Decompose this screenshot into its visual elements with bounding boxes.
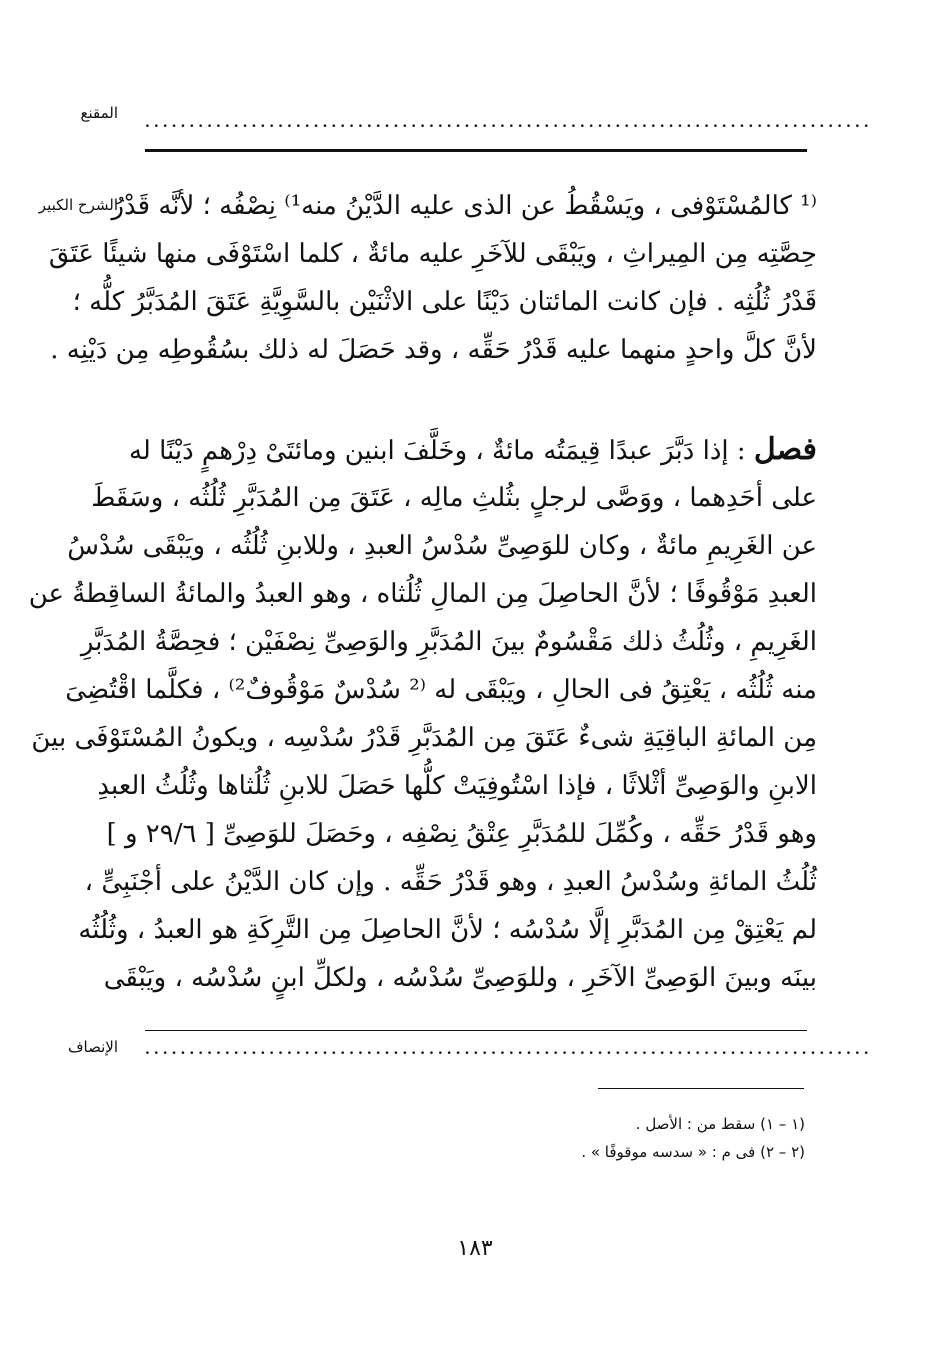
footer-divider [145, 1030, 807, 1031]
text-line: على أحَدِهما ، ووَصَّى لرجلٍ بثُلثِ مالِه ، عَتَقَ مِن المُدَبَّرِ ثُلُثُه ، وسَقَطَ [91, 483, 817, 513]
text-line: بينَه وبينَ الوَصِىِّ الآخَرِ ، وللوَصِىِّ سُدْسُه ، ولكلِّ ابنٍ سُدْسُه ، ويَبْقَى [103, 963, 817, 993]
footnote-divider [598, 1088, 804, 1089]
section-heading-fasl: فصل [753, 432, 817, 467]
margin-label-insaf: الإنصاف [67, 1038, 118, 1056]
text-line: ⁽¹ كالمُسْتَوْفى ، ويَسْقُطُ عن الذى عليه الدَّيْنُ منه¹⁾ نِصْفُه ؛ لأنَّه قَدْرُ [111, 191, 817, 221]
footnote-1: (١ – ١) سقط من : الأصل . [635, 1115, 805, 1133]
header-label-muqni: المقنع [80, 104, 118, 122]
header-divider [145, 149, 807, 152]
text-line: وهو قَدْرُ حَقِّه ، وكُمِّلَ للمُدَبَّرِ عِتْقُ نِصْفِه ، وحَصَلَ للوَصِىِّ [ ٢٩/٦ و ] [106, 819, 817, 849]
text-line: منه ثُلُثُه ، يَعْتِقُ فى الحالِ ، ويَبْقَى له ⁽² سُدْسٌ مَوْقُوفٌ²⁾ ، فكلَّما اقْتُضِىَ [65, 675, 817, 705]
header-dots: .................................................................................. [145, 115, 873, 131]
text-line: لأنَّ كلَّ واحدٍ منهما عليه قَدْرُ حَقِّه ، وقد حَصَلَ له ذلك بسُقُوطِه مِن دَيْنِه . [50, 335, 817, 365]
text-line: حِصَّتِه مِن المِيراثِ ، ويَبْقَى للآخَرِ عليه مائةٌ ، كلما اسْتَوْفَى منها شيئًا عَتَقَ [48, 239, 817, 269]
text-fragment: : إذا دَبَّرَ عبدًا قِيمَتُه مائةٌ ، وخَلَّفَ ابنين ومائتَىْ دِرْهمٍ دَيْنًا له [128, 436, 746, 466]
text-line: مِن المائةِ الباقِيَةِ شىءٌ عَتَقَ مِن المُدَبَّرِ قَدْرُ سُدْسِه ، ويكونُ المُسْتَوْفَى بينَ [31, 723, 817, 753]
footer-dots: .................................................................................. [145, 1042, 873, 1058]
footnote-2: (٢ – ٢) فى م : « سدسه موقوفًا » . [581, 1143, 805, 1161]
text-line: عن الغَرِيمِ مائةٌ ، وكان للوَصِىِّ سُدْسُ العبدِ ، وللابنِ ثُلُثُه ، ويَبْقَى سُدْسُ [67, 531, 817, 561]
text-line: لم يَعْتِقْ مِن المُدَبَّرِ إلَّا سُدْسُه ؛ لأنَّ الحاصِلَ مِن التَّرِكَةِ هو العبدُ ، وثُلُثُه [78, 915, 817, 945]
footnotes [400, 1110, 805, 1166]
page-number: ١٨٣ [457, 1236, 493, 1261]
text-line: العبدِ مَوْقُوفًا ؛ لأنَّ الحاصِلَ مِن المالِ ثُلُثاه ، وهو العبدُ والمائةُ الساقِطةُ عن [28, 579, 817, 609]
text-line: قَدْرُ ثُلُثِه . فإن كانت المائتان دَيْنًا على الاثْنَيْن بالسَّوِيَّةِ عَتَقَ المُدَبَّرُ كلُّه ؛ [72, 287, 817, 317]
text-line-first [128, 426, 817, 474]
paragraph-fasl [28, 426, 817, 1002]
text-line: الابنِ والوَصِىِّ أثْلاثًا ، فإذا اسْتُوفِيَتْ كلُّها حَصَلَ للابنِ ثُلُثاها وثُلُثُ العبدِ [97, 771, 817, 801]
text-line: ثُلُثُ المائةِ وسُدْسُ العبدِ ، وهو قَدْرُ حَقِّه . وإن كان الدَّيْنُ على أجْنَبِىٍّ ، [84, 867, 817, 897]
text-line: الغَرِيمِ ، وثُلُثُ ذلك مَقْسُومٌ بينَ المُدَبَّرِ والوَصِىِّ نِصْفَيْن ؛ فحِصَّةُ المُدَبَّرِ [80, 627, 817, 657]
margin-label-sharh: الشرح الكبير [38, 196, 118, 214]
